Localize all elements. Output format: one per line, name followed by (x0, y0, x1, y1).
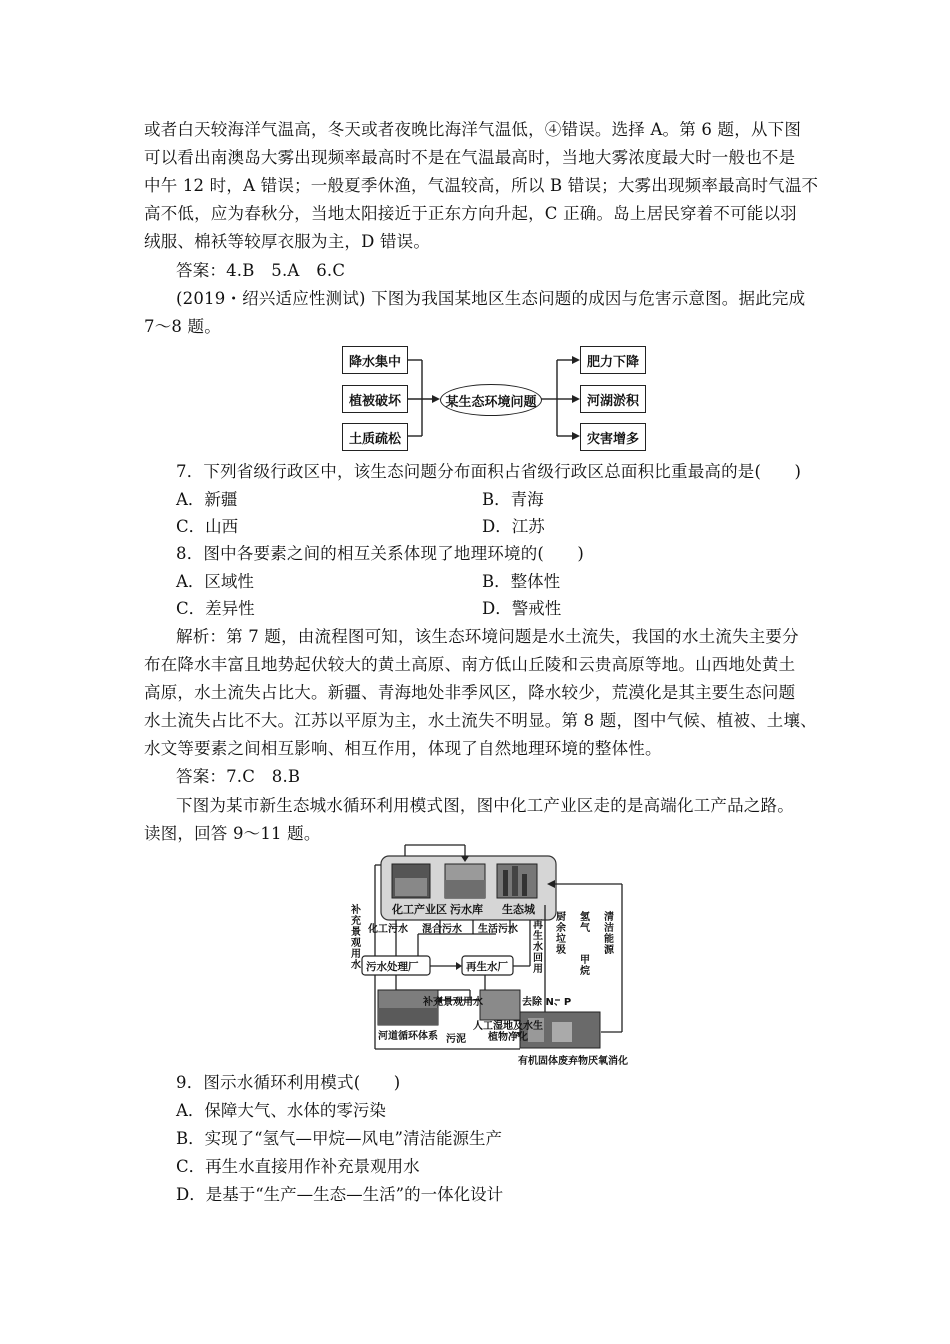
effect-box: 肥力下降 (580, 346, 646, 374)
label-chemical-sewage: 化工污水 (368, 924, 408, 935)
label-methane: 甲烷 (580, 955, 590, 977)
text-line: 读图，回答 9～11 题。 (144, 824, 321, 843)
option: A．区域性 (176, 572, 254, 591)
option: B．整体性 (482, 572, 561, 591)
label-sludge: 污泥 (446, 1034, 466, 1045)
option: B．实现了“氢气—甲烷—风电”清洁能源生产 (176, 1129, 502, 1148)
label-domestic-sewage: 生活污水 (478, 924, 518, 935)
sewage-plant-box: 污水处理厂 (366, 961, 419, 973)
label-clean-energy: 清洁能源 (604, 912, 614, 956)
label-mixed-sewage: 混合污水 (422, 924, 462, 935)
question-stem: 7．下列省级行政区中，该生态问题分布面积占省级行政区总面积比重最高的是( ) (176, 462, 802, 481)
text-line: 下图为某市新生态城水循环利用模式图，图中化工产业区走的是高端化工产品之路。 (176, 796, 794, 815)
option: A．保障大气、水体的零污染 (176, 1101, 386, 1120)
option: D．江苏 (482, 517, 545, 536)
text-line: 水文等要素之间相互影响、相互作用，体现了自然地理环境的整体性。 (144, 739, 662, 758)
option: D．警戒性 (482, 599, 562, 618)
text-line: 布在降水丰富且地势起伏较大的黄土高原、南方低山丘陵和云贵高原等地。山西地处黄土 (144, 655, 796, 674)
label-wetland: 人工湿地及水生植物净化 (473, 1021, 543, 1043)
question-stem: 8．图中各要素之间的相互关系体现了地理环境的( ) (176, 544, 585, 563)
label-reclaimed-water: 再生水回用 (533, 920, 543, 975)
label-chemical-zone: 化工产业区 (392, 903, 447, 916)
label-landscape-water: 补充景观用水 (423, 997, 483, 1008)
effect-box: 灾害增多 (580, 423, 646, 451)
text-line: (2019・绍兴适应性测试) 下图为我国某地区生态问题的成因与危害示意图。据此完成 (176, 289, 806, 308)
label-anaerobic: 有机固体废弃物厌氧消化 (518, 1056, 628, 1067)
option: C．山西 (176, 517, 239, 536)
text-line: 水土流失占比不大。江苏以平原为主，水土流失不明显。第 8 题，图中气候、植被、土壤、 (144, 711, 817, 730)
label-kitchen-waste: 厨余垃圾 (556, 912, 566, 956)
cause-box: 降水集中 (342, 346, 408, 374)
text-line: 或者白天较海洋气温高，冬天或者夜晚比海洋气温低，④错误。选择 A。第 6 题，从下图 (144, 120, 802, 139)
text-line: 高原，水土流失占比大。新疆、青海地处非季风区，降水较少，荒漠化是其主要生态问题 (144, 683, 796, 702)
text-line: 解析：第 7 题，由流程图可知，该生态环境问题是水土流失，我国的水土流失主要分 (176, 627, 799, 646)
option: D．是基于“生产—生态—生活”的一体化设计 (176, 1185, 504, 1204)
label-river-system: 河道循环体系 (378, 1031, 438, 1042)
reclaimed-water-plant-box: 再生水厂 (466, 961, 508, 973)
cause-box: 土质疏松 (342, 423, 408, 451)
effect-box: 河湖淤积 (580, 385, 646, 413)
text-line: 可以看出南澳岛大雾出现频率最高时不是在气温最高时，当地大雾浓度最大时一般也不是 (144, 148, 796, 167)
answer-line: 答案：4.B 5.A 6.C (176, 261, 346, 280)
question-stem: 9．图示水循环利用模式( ) (176, 1073, 401, 1092)
option: C．再生水直接用作补充景观用水 (176, 1157, 420, 1176)
text-line: 中午 12 时，A 错误；一般夏季休渔，气温较高，所以 B 错误；大雾出现频率最高时气温不 (144, 176, 819, 195)
label-landscape-water-vertical: 补充景观用水 (351, 905, 361, 971)
option: B．青海 (482, 490, 544, 509)
answer-line: 答案：7.C 8.B (176, 767, 301, 786)
text-line: 高不低，应为春秋分，当地太阳接近于正东方向升起，C 正确。岛上居民穿着不可能以羽 (144, 204, 797, 223)
text-line: 7～8 题。 (144, 317, 221, 336)
text-line: 绒服、棉袄等较厚衣服为主，D 错误。 (144, 232, 431, 251)
label-hydrogen: 氢气 (580, 912, 590, 934)
label-remove-np: 去除 N、P (522, 997, 572, 1008)
center-problem-ellipse: 某生态环境问题 (440, 384, 542, 416)
label-eco-city: 生态城 (502, 903, 535, 916)
label-sewage-pool: 污水库 (450, 903, 483, 916)
cause-box: 植被破坏 (342, 385, 408, 413)
option: C．差异性 (176, 599, 255, 618)
option: A．新疆 (176, 490, 238, 509)
